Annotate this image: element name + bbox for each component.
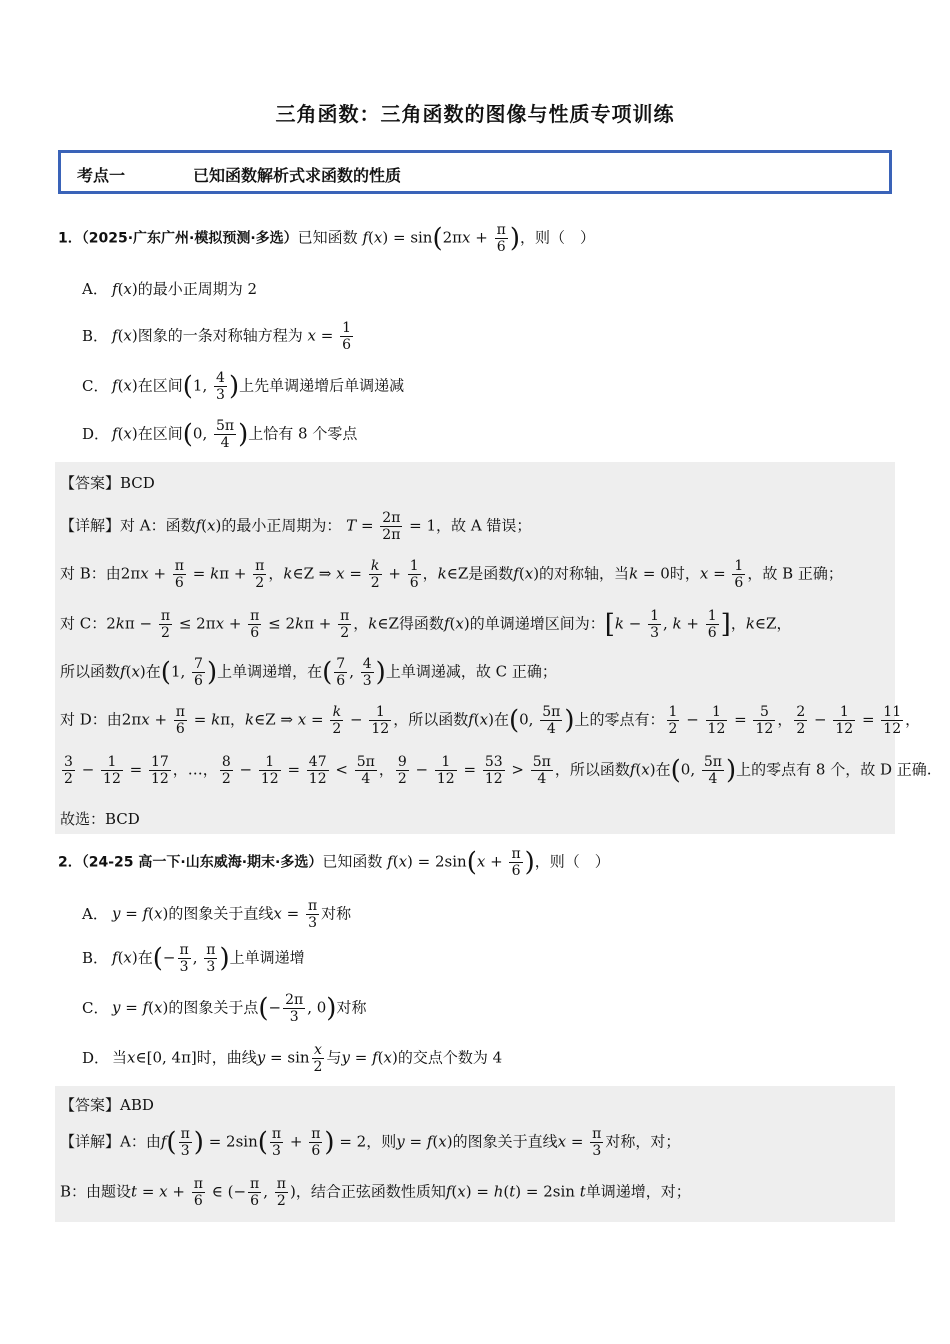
answer-box-1 (55, 462, 932, 834)
detail-text: 对 B：由 (60, 564, 121, 583)
option-d[interactable]: D． f(x)在区间(0, $\frac{5\pi}{4}$ )上恰有 8 个零点 (82, 418, 358, 451)
option-mid: 与 (326, 1048, 342, 1067)
answer-line: 【答案】ABD (60, 1096, 154, 1114)
option-pre: 在区间 (137, 424, 183, 443)
option-b[interactable]: B． f(x)图象的一条对称轴方程为 x = $\frac{1}{6}$ (82, 320, 352, 353)
option-letter: C． (82, 998, 109, 1017)
detail-text: 是函数 (468, 564, 514, 583)
stem-tail: ，则（ ） (519, 228, 595, 247)
detail-text: 的对称轴，当 (539, 564, 630, 583)
detail-text: ，所以函数 (393, 710, 469, 729)
question-source: （24-25 高一下·山东威海·期末·多选） (81, 854, 323, 871)
detail-text: 上单调递增，在 (217, 662, 323, 681)
answer-box-2 (55, 1086, 895, 1222)
stem-tail: ，则（ ） (534, 852, 610, 871)
section-header (58, 150, 892, 194)
detail-c-line: 对 C：2kπ − $\frac{\pi}{2}$ ≤ 2πx + $\frac{\pi}{6}$ ≤ 2kπ + $\frac{\pi}{2}$ ，k∈Z得函数f(x)的单调递增区间为：[k − $\frac{1}{3}$ , k + $\frac{1}{6}$ ]，k∈Z， (60, 608, 792, 641)
detail-a-line: 【详解】A：由f( $\frac{\pi}{3}$ ) = 2sin( $\frac{\pi}{3}$ + $\frac{\pi}{6}$ ) = 2，则y = f(x)的图象关于直线x = $\frac{\pi}{3}$ 对称，对； (60, 1126, 681, 1159)
option-letter: D． (82, 424, 110, 443)
conclusion-line: 故选：BCD (60, 810, 140, 828)
option-letter: C． (82, 376, 109, 395)
option-text: 上单调递增 (229, 948, 305, 967)
detail-text: 时， (669, 564, 700, 583)
detail-text: ，则 (366, 1132, 397, 1151)
option-mid: 时，曲线 (196, 1048, 257, 1067)
detail-text: 【详解】A：由 (60, 1132, 161, 1151)
stem-text: 已知函数 (322, 852, 383, 871)
option-letter: A． (82, 280, 108, 298)
detail-text: B：由题设 (60, 1182, 132, 1201)
detail-text: 对 C： (60, 614, 107, 633)
detail-text: 的单调递增区间为： (469, 614, 605, 633)
option-text: 的图象关于直线 (168, 904, 274, 923)
option-text: 的图象关于点 (168, 998, 259, 1017)
option-end: 对称 (321, 904, 352, 923)
detail-text: 在 (145, 662, 161, 681)
option-text: 的交点个数为 4 (397, 1048, 503, 1067)
option-a[interactable]: A． y = f(x)的图象关于直线x = $\frac{\pi}{3}$ 对称 (82, 898, 352, 931)
detail-c2-line: 所以函数f(x)在(1, $\frac{7}{6}$ )上单调递增，在( $\frac{7}{6}$ , $\frac{4}{3}$ )上单调递减，故 C 正确； (60, 656, 557, 689)
option-letter: A． (82, 904, 108, 923)
detail-text: 上的零点有 8 个，故 D 正确. (736, 760, 932, 779)
detail-a-line: 【详解】对 A：函数f(x)的最小正周期为： T = $\frac{2\pi}{2\pi}$ = 1，故 A 错误； (60, 510, 532, 543)
detail-text: ，故 A 错误； (436, 516, 532, 535)
option-c[interactable]: C． f(x)在区间(1, $\frac{4}{3}$ )上先单调递增后单调递减 (82, 370, 405, 403)
option-text: 上先单调递增后单调递减 (239, 376, 405, 395)
detail-text: 所以函数 (60, 662, 121, 681)
option-d[interactable]: D． 当x∈[0, 4π]时，曲线y = sin $\frac{x}{2}$ 与y = f(x)的交点个数为 4 (82, 1042, 503, 1075)
page-title: 三角函数：三角函数的图像与性质专项训练 (275, 102, 675, 126)
detail-d-line: 对 D：由2πx + $\frac{\pi}{6}$ = kπ，k∈Z ⇒ x = $\frac{k}{2}$ − $\frac{1}{12}$ ，所以函数f(x)在(0, $\frac{5\pi}{4}$ )上的零点有： $\frac{1}{2}$ − $\frac{1}{12}$ = $\frac{5}{12}$ ， $\frac{2}{2}$ − $\frac{1}{12}$ = $\frac{11}{12}$ ， (60, 704, 921, 737)
detail-text: ，所以函数 (554, 760, 630, 779)
detail-text: 的图象关于直线 (452, 1132, 558, 1151)
option-pre: 在区间 (137, 376, 183, 395)
detail-text: 单调递增，对； (585, 1182, 691, 1201)
detail-b-line: 对 B：由2πx + $\frac{\pi}{6}$ = kπ + $\frac{\pi}{2}$ ，k∈Z ⇒ x = $\frac{k}{2}$ + $\frac{1}{6}$ ，k∈Z是函数f(x)的对称轴，当k = 0时，x = $\frac{1}{6}$ ，故 B 正确； (60, 558, 843, 591)
option-a[interactable]: A． f(x)的最小正周期为 2 (82, 280, 258, 298)
option-text: 的最小正周期为 2 (137, 280, 258, 298)
detail-head: 【详解】对 A：函数 (60, 516, 196, 535)
option-c[interactable]: C． y = f(x)的图象关于点(− $\frac{2\pi}{3}$ , 0)对称 (82, 992, 367, 1025)
detail-text: ，故 B 正确； (747, 564, 843, 583)
option-pre: 在 (137, 948, 153, 967)
stem-text: 已知函数 (297, 228, 358, 247)
section-label: 考点一 (77, 166, 126, 185)
section-topic: 已知函数解析式求函数的性质 (193, 166, 402, 185)
question-2-stem: 2．（24-25 高一下·山东威海·期末·多选）已知函数 f(x) = 2sin(x + $\frac{\pi}{6}$ )，则（ ） (58, 846, 610, 879)
answer-line: 【答案】BCD (60, 474, 155, 492)
question-number: 2． (58, 854, 82, 871)
option-text: 图象的一条对称轴方程为 (137, 326, 303, 345)
option-letter: D． (82, 1048, 110, 1067)
detail-text: ，结合正弦函数性质知 (295, 1182, 446, 1201)
option-pre: 当 (112, 1048, 128, 1067)
question-1-stem: 1．（2025·广东广州·模拟预测·多选）已知函数 f(x) = sin(2πx + $\frac{\pi}{6}$ )，则（ ） (58, 222, 595, 255)
detail-text: 上的零点有： (574, 710, 665, 729)
detail-text: 的最小正周期为： (221, 516, 342, 535)
detail-d2-line: $\frac{3}{2}$ − $\frac{1}{12}$ = $\frac{17}{12}$ ，…， $\frac{8}{2}$ − $\frac{1}{12}$ = $\frac{47}{12}$ < $\frac{5\pi}{4}$ ， $\frac{9}{2}$ − $\frac{1}{12}$ = $\frac{53}{12}$ > $\frac{5\pi}{4}$ ，所以函数f(x)在(0, $\frac{5\pi}{4}$ )上的零点有 8 个，故 D 正确. (64, 754, 932, 787)
question-source: （2025·广东广州·模拟预测·多选） (81, 230, 298, 247)
option-end: 对称 (336, 998, 367, 1017)
detail-text: 对称，对； (605, 1132, 681, 1151)
option-text: 上恰有 8 个零点 (248, 424, 358, 443)
detail-text: 得函数 (398, 614, 444, 633)
detail-text: 上单调递减，故 C 正确； (385, 662, 557, 681)
option-b[interactable]: B． f(x)在(− $\frac{\pi}{3}$ , $\frac{\pi}{3}$ )上单调递增 (82, 942, 305, 975)
detail-b-line: B：由题设t = x + $\frac{\pi}{6}$ ∈ (− $\frac{\pi}{6}$ , $\frac{\pi}{2}$ )，结合正弦函数性质知f(x) = h(t) = 2sin t单调递增，对； (60, 1176, 691, 1209)
detail-text: 对 D：由 (60, 710, 122, 729)
question-number: 1． (58, 230, 82, 247)
option-letter: B． (82, 948, 109, 967)
option-letter: B． (82, 326, 109, 345)
